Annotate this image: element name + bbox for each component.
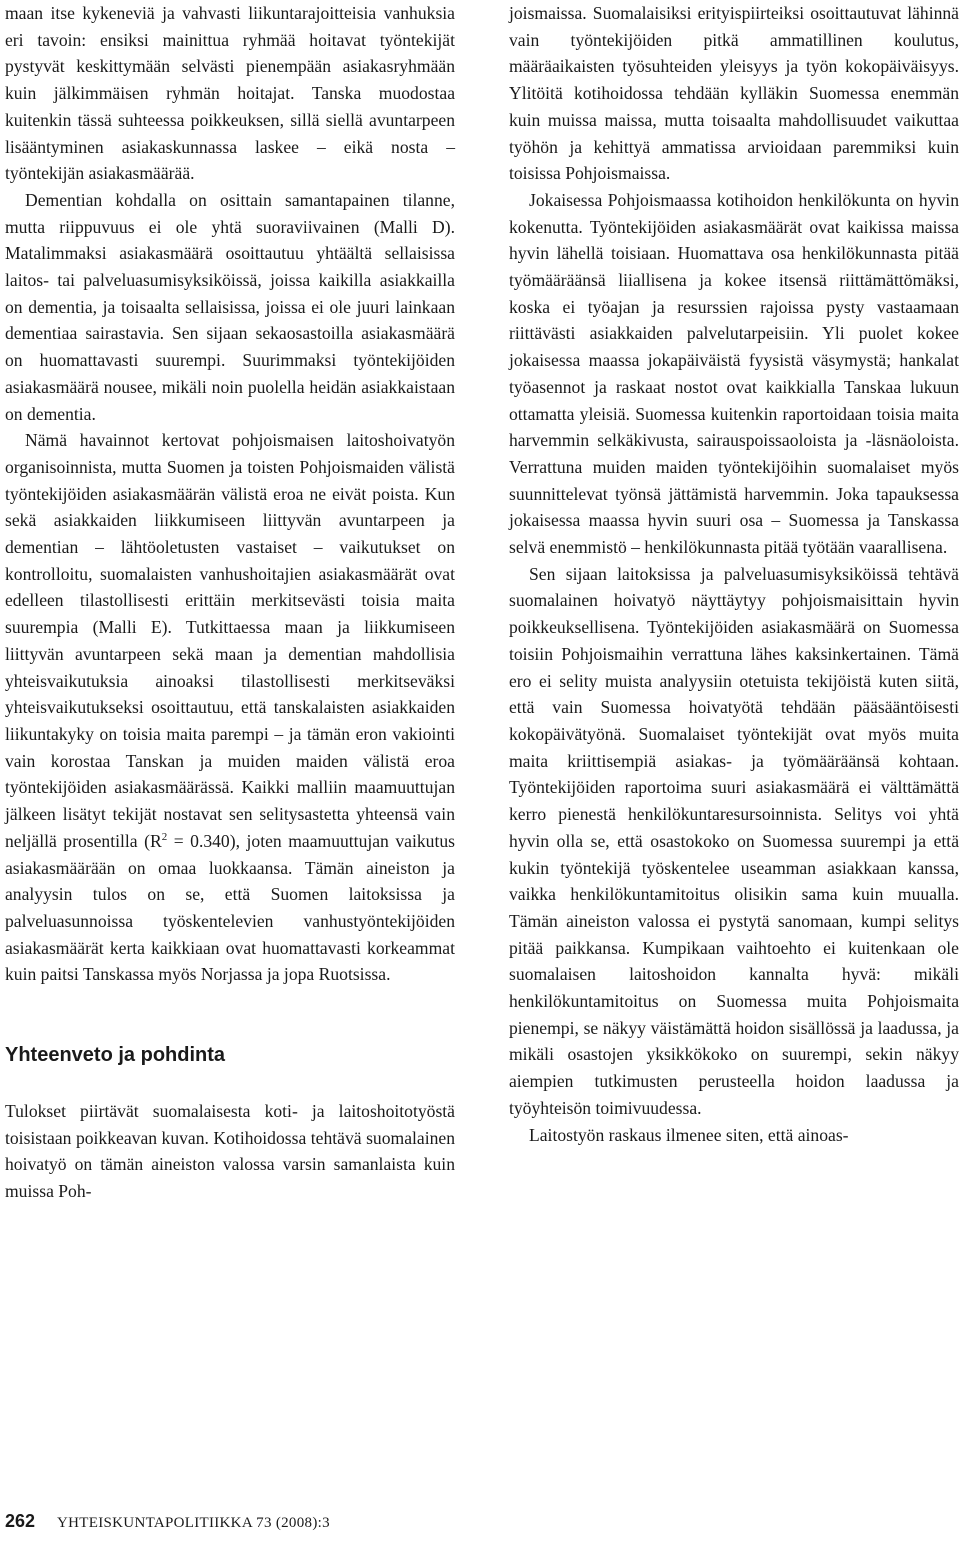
right-column xyxy=(509,0,959,1148)
journal-name: YHTEISKUNTAPOLITIIKKA 73 (2008):3 xyxy=(57,1515,330,1531)
page-footer xyxy=(5,1511,330,1541)
section-heading: Yhteenveto ja pohdinta xyxy=(5,1044,226,1067)
body-paragraph: Jokaisessa Pohjoismaassa kotihoidon henkilökunta on hyvin kokenutta. Työntekijöiden asiakasmäärät ovat kaikissa maissa hyvin lähellä toisiaan. Huomattava osa henkilökunnasta pitää työmääräänsä liiallisena ja kokee itsensä riittämättömäksi, koska ei työajan ja resurssien rajoissa pysty vastaamaan riittävästi asiakkaiden palvelutarpeisiin. Yli puolet kokee jokaisessa maassa jokapäiväistä fyysistä väsymystä; hankalat työasennot ja raskaat nostot ovat kaikkialla Tanskaa lukuun ottamatta yleisiä. Suomessa kuitenkin raportoidaan toisia maita harvemmin selkäkivusta, sairauspoissaoloista ja -läsnäoloista. Verrattuna muiden maiden työntekijöihin suomalaiset myös suunnittelevat työnsä jättämistä harvemmin. Joka tapauksessa jokaisessa maassa hyvin suuri osa – Suomessa ja Tanskassa selvä enemmistö – henkilökunnasta pitää työtään vaarallisena. xyxy=(509,189,959,558)
body-paragraph: Laitostyön raskaus ilmenee siten, että ainoas- xyxy=(529,1124,849,1145)
body-paragraph: Tulokset piirtävät suomalaisesta koti- ja laitoshoitotyöstä toisistaan poikkeavan kuvan. Kotihoidossa tehtävä suomalainen hoivatyö on tämän aineiston valossa varsin samanlaista kuin muissa Poh- xyxy=(5,1101,455,1202)
body-paragraph: joismaissa. Suomalaisiksi erityispiirteiksi osoittautuvat lähinnä vain työntekijöiden pitkä ammatillinen koulutus, määräaikaisten työsuhteiden yleisyys ja työn kokopäiväisyys. Ylitöitä kotihoidossa tehdään kylläkin Suomessa enemmän kuin muissa maissa, mutta toisaalta mahdollisuudet vaikuttaa työhön ja kehittyä ammatissa arvioidaan paremmiksi kuin toisissa Pohjoismaissa. xyxy=(509,3,959,184)
body-paragraph xyxy=(5,427,455,988)
body-paragraph: Sen sijaan laitoksissa ja palveluasumisyksiköissä tehtävä suomalainen hoivatyö näyttäytyy pohjoismaisittain hyvin poikkeuksellisena. Työntekijöiden asiakasmäärä on Suomessa toisiin Pohjoismaihin verrattuna lähes kaksinkertainen. Tämä ero ei selity muista analyysiin otetuista tekijöistä kuten siitä, että vain Suomessa hoivatyötä tehdään pääsääntöisesti kokopäivätyönä. Suomalaiset työntekijät ovat myös muita maita kriittisempiä asiakas- ja työmääräänsä kohtaan. Työntekijöiden raportoima suuri asiakasmäärä ei välttämättä kerro pienestä henkilökuntaresursoinnista. Selitys voi yhtä hyvin olla se, että osastokoko on Suomessa suurempi ja että kukin työntekijä työskentelee useamman asiakkaan kanssa, vaikka henkilökuntamitoitus olisikin sama kuin muualla. Tämän aineiston valossa ei pystytä sanomaan, kumpi selitys pitää paikkansa. Kumpikaan vaihtoehto ei kuitenkaan ole suomalaisen laitoshoidon kannalta hyvä: mikäli henkilökuntamitoitus on Suomessa muita Pohjoismaita pienempi, se näkyy väistämättä hoidon sisällössä ja laadussa, ja mikäli osastojen yksikkökoko on suurempi, sekin näkyy aiempien tutkimusten perusteella hoidon laadussa ja työyhteisön toimivuudessa. xyxy=(509,563,959,1118)
paragraph-text: Nämä havainnot kertovat pohjoismaisen laitoshoivatyön organisoinnista, mutta Suomen ja toisten Pohjoismaiden välistä työntekijöiden asiakasmäärän välistä eroa ne eivät poista. Kun sekä asiakkaiden liikkumiseen liittyvän avuntarpeen ja dementian – lähtöoletusten vastaiset – vaikutukset on kontrolloitu, suomalaisten vanhushoitajien asiakasmäärät ovat edelleen tilastollisesti erittäin merkitsevästi toisia maita suurempia (Malli E). Tutkittaessa maan ja liikkumiseen liittyvän avuntarpeen sekä maan ja dementian mahdollisia yhteisvaikutuksia ainoaksi tilastollisesti merkitseväksi yhteisvaikutukseksi osoittautuu, että tanskalaisten asiakkaiden liikuntakyky on toisia maita parempi – ja tämän eron vakiointi vain korostaa Tanskan ja muiden maiden välistä eroa työntekijöiden asiakasmäärässä. Kaikki malliin maamuuttujan jälkeen lisätyt tekijät nostavat sen selitysastetta yhteensä vain neljällä prosentilla (R xyxy=(5,430,455,851)
paragraph-text: = 0.340), joten maamuuttujan vaikutus asiakasmäärään on omaa luokkaansa. Tämän aineiston ja analyysin tulos on se, että Suomen laitoksissa ja palveluasunnoissa työskentelevien vanhustyöntekijöiden asiakasmäärät kerta kaikkiaan ovat huomattavasti korkeammat kuin paitsi Tanskassa myös Norjassa ja jopa Ruotsissa. xyxy=(5,830,455,985)
body-paragraph: maan itse kykeneviä ja vahvasti liikuntarajoitteisia vanhuksia eri tavoin: ensiksi mainittua ryhmää hoitavat työntekijät pystyvät keskittymään selvästi pienempään asiakasryhmään kuin jälkimmäisen ryhmän hoitajat. Tanska muodostaa kuitenkin tässä suhteessa poikkeuksen, sillä siellä avuntarpeen lisääntyminen asiakaskunnassa laskee – eikä nosta – työntekijän asiakasmäärää. xyxy=(5,3,455,184)
body-paragraph: Dementian kohdalla on osittain samantapainen tilanne, mutta riippuvuus ei ole yhtä suoraviivainen (Malli D). Matalimmaksi asiakasmäärä osoittautuu yhtäältä sellaisissa laitos- tai palveluasumisyksiköissä, joissa kaikilla asiakkailla on dementia, ja toisaalta sellaisissa, joissa ei ole juuri lainkaan dementiaa sairastavia. Sen sijaan sekaosastoilla asiakasmäärä on huomattavasti suurempi. Suurimmaksi työntekijöiden asiakasmäärä nousee, mikäli noin puolella heidän asiakkaistaan on dementia. xyxy=(5,189,455,424)
page-number: 262 xyxy=(5,1511,36,1531)
left-column xyxy=(5,0,455,1205)
superscript: 2 xyxy=(161,830,168,843)
